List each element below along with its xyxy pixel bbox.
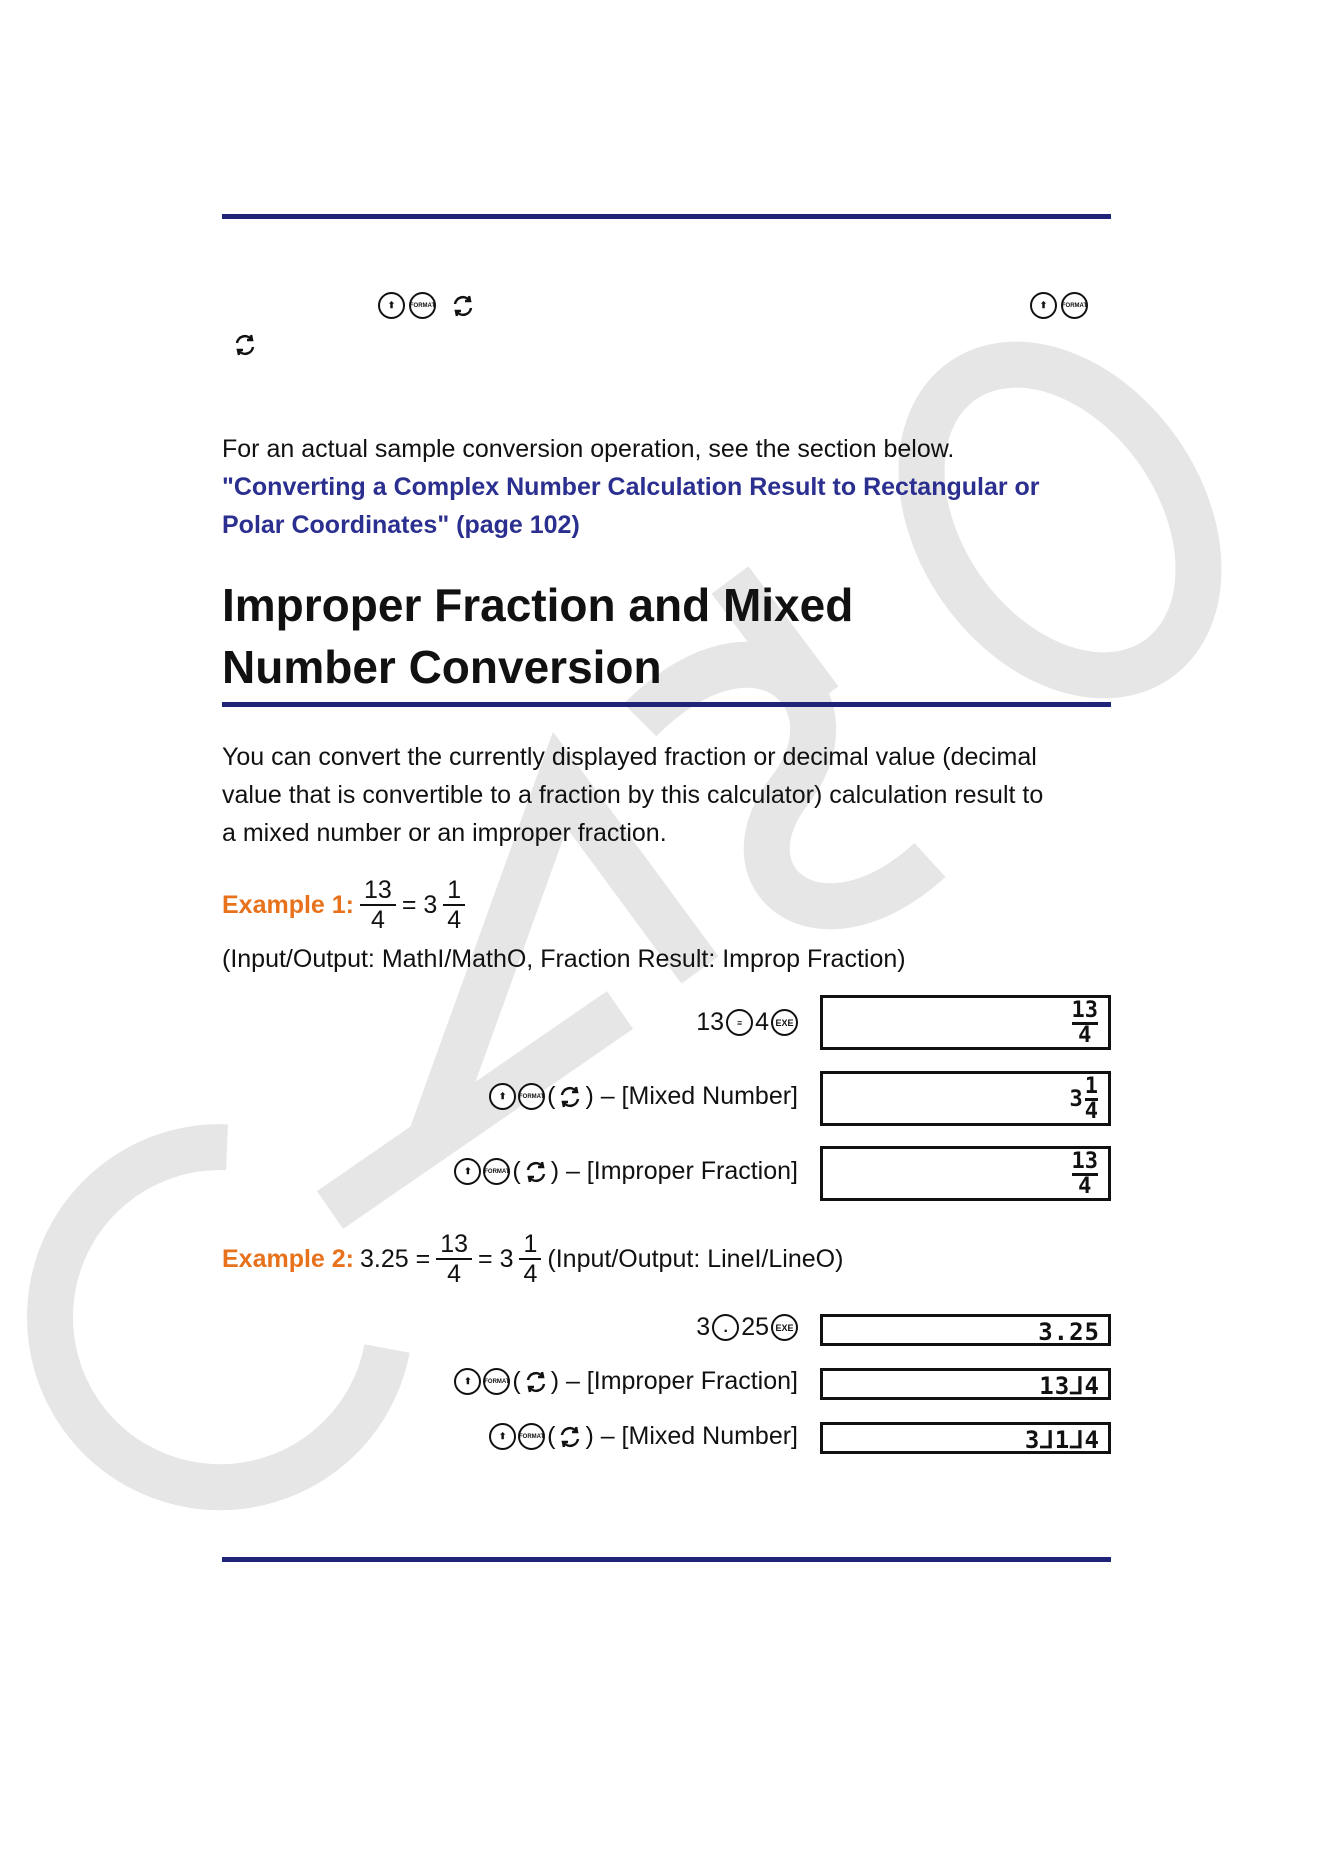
fraction-key-icon: ≡ [726,1009,753,1036]
example2-mixed-fraction [519,1230,541,1288]
example2-display-3 [820,1422,1111,1454]
example1-step2-keys [489,1082,798,1111]
example2-improper-fraction [436,1230,472,1288]
title-line-1: Improper Fraction and Mixed [222,579,854,631]
lcd-value: 3.25 [1038,1318,1100,1346]
lcd-denominator: 4 [1078,1023,1092,1048]
key-digits: 25 [741,1313,769,1341]
fraction-denominator: 4 [447,906,462,934]
shift-key-icon: ⬆ [489,1423,516,1450]
decimal-point-key-icon: . [712,1314,739,1341]
section-title [222,574,853,698]
example2-step2-keys [454,1367,798,1396]
step-label: ) – [Improper Fraction] [550,1367,798,1395]
rotate-arrows-icon [232,332,258,358]
format-key-icon: FORMAT [483,1368,510,1395]
example2-display-1 [820,1314,1111,1346]
example1-equals: = 3 [401,890,438,919]
step-label: ) – [Mixed Number] [585,1082,798,1110]
key-digits: 13 [696,1008,725,1036]
example1-step3-keys [454,1157,798,1186]
format-key-icon: FORMAT [1061,292,1088,319]
fraction-denominator: 4 [370,906,385,934]
example1-mixed-fraction [443,876,465,934]
title-rule [222,702,1111,707]
example1-display-2 [820,1071,1111,1126]
example1-heading [222,876,465,934]
top-rule [222,214,1111,219]
format-key-icon: FORMAT [518,1083,545,1110]
lcd-fraction [1072,1000,1099,1047]
lcd-value: 13⅃4 [1039,1372,1100,1400]
lcd-value: 3⅃1⅃4 [1024,1426,1100,1454]
lcd-mixed-fraction [1070,1076,1099,1123]
lcd-whole: 3 [1069,1086,1083,1112]
key-digits: 3 [696,1313,711,1341]
shift-key-icon: ⬆ [454,1368,481,1395]
example2-heading [222,1230,843,1288]
intro-icon-line [378,292,476,319]
shift-key-icon: ⬆ [489,1083,516,1110]
paren-open: ( [512,1157,521,1185]
step-label: ) – [Mixed Number] [585,1422,798,1450]
link-line-1[interactable]: "Converting a Complex Number Calculation Result to Rectangular or [222,473,1040,501]
example1-step1-keys [696,1008,798,1037]
paren-open: ( [547,1082,556,1110]
step-label: ) – [Improper Fraction] [550,1157,798,1185]
lcd-fraction [1072,1151,1099,1198]
format-key-icon: FORMAT [518,1423,545,1450]
example1-settings: (Input/Output: MathI/MathO, Fraction Result: Improp Fraction) [222,945,906,973]
fraction-denominator: 4 [447,1260,462,1288]
example1-display-3 [820,1146,1111,1201]
rotate-arrows-icon [450,293,476,319]
rotate-arrows-icon [523,1159,549,1185]
link-line-2[interactable]: Polar Coordinates" (page 102) [222,511,580,539]
cross-reference-link[interactable] [222,468,1040,544]
paren-open: ( [547,1422,556,1450]
shift-key-icon: ⬆ [1030,292,1057,319]
rotate-arrows-icon [557,1084,583,1110]
example2-prefix: 3.25 = [360,1244,431,1273]
fraction-numerator: 13 [436,1230,472,1260]
paren-open: ( [512,1367,521,1395]
description-line-2: value that is convertible to a fraction by this calculator) calculation result to [222,781,1044,809]
section-description [222,738,1043,852]
lcd-denominator: 4 [1078,1174,1092,1199]
example1-label: Example 1: [222,890,355,919]
intro-icon-line2 [232,332,258,363]
fraction-numerator: 1 [519,1230,541,1260]
shift-key-icon: ⬆ [454,1158,481,1185]
format-key-icon: FORMAT [409,292,436,319]
fraction-denominator: 4 [523,1260,538,1288]
fraction-numerator: 1 [443,876,465,906]
title-line-2: Number Conversion [222,641,662,693]
shift-key-icon: ⬆ [378,292,405,319]
example2-equals: = 3 [478,1244,514,1273]
example2-step3-keys [489,1422,798,1451]
lcd-numerator: 13 [1071,998,1098,1023]
description-line-3: a mixed number or an improper fraction. [222,819,667,847]
example2-display-2 [820,1368,1111,1400]
example2-step1-keys [696,1313,798,1342]
lcd-denominator: 4 [1084,1099,1098,1124]
rotate-arrows-icon [523,1369,549,1395]
description-line-1: You can convert the currently displayed fraction or decimal value (decimal [222,743,1037,771]
lcd-numerator: 13 [1071,1149,1098,1174]
exe-key-icon: EXE [771,1009,798,1036]
fraction-numerator: 13 [360,876,396,906]
example2-label: Example 2: [222,1244,355,1273]
bottom-rule [222,1557,1111,1562]
exe-key-icon: EXE [771,1314,798,1341]
rotate-arrows-icon [557,1424,583,1450]
example2-settings: (Input/Output: LineI/LineO) [547,1244,844,1273]
lcd-numerator: 1 [1084,1074,1098,1099]
key-digits: 4 [755,1008,769,1036]
example1-display-1 [820,995,1111,1050]
sample-text: For an actual sample conversion operation, see the section below. [222,435,955,463]
example1-improper-fraction [360,876,396,934]
format-key-icon: FORMAT [483,1158,510,1185]
intro-icon-line-right [1030,292,1088,319]
